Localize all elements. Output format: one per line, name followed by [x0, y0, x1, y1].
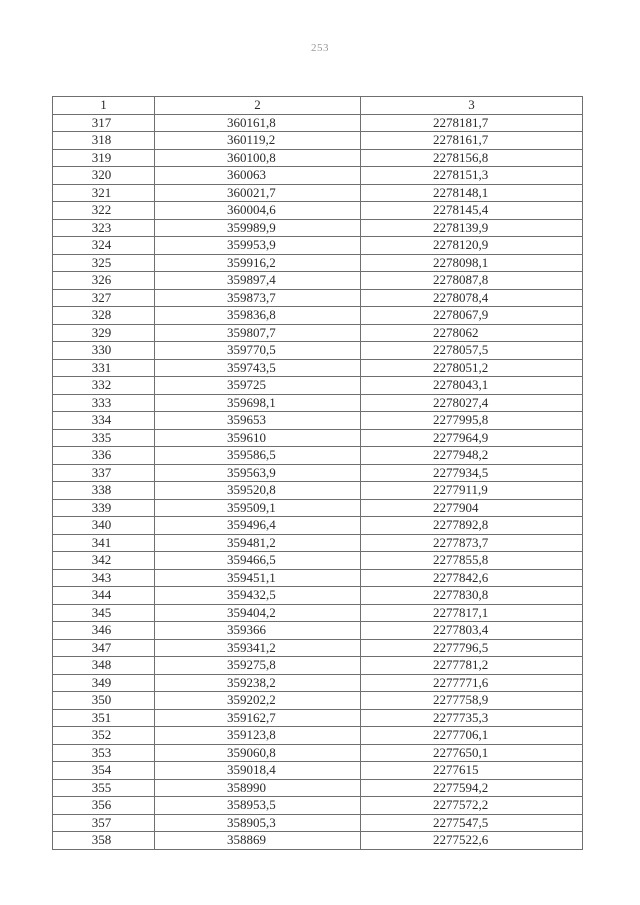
point-number-cell: 357: [53, 814, 155, 832]
point-number-cell: 349: [53, 674, 155, 692]
x-coordinate-cell: 359989,9: [155, 219, 361, 237]
point-number-cell: 326: [53, 272, 155, 290]
point-number-cell: 347: [53, 639, 155, 657]
point-number-cell: 321: [53, 184, 155, 202]
y-coordinate-cell: 2277817,1: [361, 604, 583, 622]
x-coordinate-cell: 359698,1: [155, 394, 361, 412]
table-row: [53, 499, 583, 517]
x-coordinate-cell: 359060,8: [155, 744, 361, 762]
point-number-cell: 318: [53, 132, 155, 150]
point-number-cell: 317: [53, 114, 155, 132]
y-coordinate-cell: 2277522,6: [361, 832, 583, 850]
x-coordinate-cell: 359238,2: [155, 674, 361, 692]
table-row: [53, 797, 583, 815]
table-row: [53, 762, 583, 780]
x-coordinate-cell: 360021,7: [155, 184, 361, 202]
x-coordinate-cell: 359725: [155, 377, 361, 395]
point-number-cell: 329: [53, 324, 155, 342]
table-row: [53, 114, 583, 132]
x-coordinate-cell: 359807,7: [155, 324, 361, 342]
table-row: [53, 289, 583, 307]
x-coordinate-cell: 359481,2: [155, 534, 361, 552]
point-number-cell: 334: [53, 412, 155, 430]
point-number-cell: 328: [53, 307, 155, 325]
point-number-cell: 341: [53, 534, 155, 552]
table-row: [53, 324, 583, 342]
x-coordinate-cell: 359162,7: [155, 709, 361, 727]
point-number-cell: 340: [53, 517, 155, 535]
x-coordinate-cell: 358990: [155, 779, 361, 797]
point-number-cell: 337: [53, 464, 155, 482]
table-row: [53, 534, 583, 552]
x-coordinate-cell: 359432,5: [155, 587, 361, 605]
table-row: [53, 552, 583, 570]
y-coordinate-cell: 2278051,2: [361, 359, 583, 377]
y-coordinate-cell: 2277572,2: [361, 797, 583, 815]
y-coordinate-cell: 2277771,6: [361, 674, 583, 692]
y-coordinate-cell: 2278145,4: [361, 202, 583, 220]
y-coordinate-cell: 2277948,2: [361, 447, 583, 465]
table-row: [53, 604, 583, 622]
point-number-cell: 352: [53, 727, 155, 745]
table-row: [53, 727, 583, 745]
x-coordinate-cell: 359520,8: [155, 482, 361, 500]
y-coordinate-cell: 2277855,8: [361, 552, 583, 570]
table-row: [53, 657, 583, 675]
y-coordinate-cell: 2277904: [361, 499, 583, 517]
table-row: [53, 184, 583, 202]
x-coordinate-cell: 359123,8: [155, 727, 361, 745]
column-header-3: 3: [361, 97, 583, 115]
y-coordinate-cell: 2277995,8: [361, 412, 583, 430]
y-coordinate-cell: 2277892,8: [361, 517, 583, 535]
y-coordinate-cell: 2278156,8: [361, 149, 583, 167]
y-coordinate-cell: 2277735,3: [361, 709, 583, 727]
x-coordinate-cell: 359586,5: [155, 447, 361, 465]
point-number-cell: 358: [53, 832, 155, 850]
y-coordinate-cell: 2277830,8: [361, 587, 583, 605]
point-number-cell: 333: [53, 394, 155, 412]
point-number-cell: 325: [53, 254, 155, 272]
y-coordinate-cell: 2277873,7: [361, 534, 583, 552]
table-row: [53, 394, 583, 412]
x-coordinate-cell: 359610: [155, 429, 361, 447]
point-number-cell: 331: [53, 359, 155, 377]
x-coordinate-cell: 359496,4: [155, 517, 361, 535]
table-row: [53, 814, 583, 832]
x-coordinate-cell: 359916,2: [155, 254, 361, 272]
y-coordinate-cell: 2278062: [361, 324, 583, 342]
y-coordinate-cell: 2277650,1: [361, 744, 583, 762]
point-number-cell: 330: [53, 342, 155, 360]
table-row: [53, 447, 583, 465]
x-coordinate-cell: 359466,5: [155, 552, 361, 570]
x-coordinate-cell: 359897,4: [155, 272, 361, 290]
point-number-cell: 342: [53, 552, 155, 570]
x-coordinate-cell: 359018,4: [155, 762, 361, 780]
point-number-cell: 356: [53, 797, 155, 815]
x-coordinate-cell: 359563,9: [155, 464, 361, 482]
y-coordinate-cell: 2278120,9: [361, 237, 583, 255]
point-number-cell: 345: [53, 604, 155, 622]
table-row: [53, 272, 583, 290]
y-coordinate-cell: 2278181,7: [361, 114, 583, 132]
table-header-row: [53, 97, 583, 115]
point-number-cell: 323: [53, 219, 155, 237]
y-coordinate-cell: 2277911,9: [361, 482, 583, 500]
page-number: 253: [311, 42, 329, 54]
table-row: [53, 202, 583, 220]
table-row: [53, 307, 583, 325]
table-row: [53, 587, 583, 605]
coordinates-table: [52, 96, 583, 850]
x-coordinate-cell: 360119,2: [155, 132, 361, 150]
table-row: [53, 132, 583, 150]
y-coordinate-cell: 2277758,9: [361, 692, 583, 710]
table-row: [53, 779, 583, 797]
x-coordinate-cell: 359653: [155, 412, 361, 430]
table-row: [53, 254, 583, 272]
x-coordinate-cell: 359451,1: [155, 569, 361, 587]
y-coordinate-cell: 2277934,5: [361, 464, 583, 482]
table-row: [53, 482, 583, 500]
point-number-cell: 348: [53, 657, 155, 675]
x-coordinate-cell: 360100,8: [155, 149, 361, 167]
y-coordinate-cell: 2277796,5: [361, 639, 583, 657]
y-coordinate-cell: 2278043,1: [361, 377, 583, 395]
table-row: [53, 412, 583, 430]
point-number-cell: 332: [53, 377, 155, 395]
y-coordinate-cell: 2278057,5: [361, 342, 583, 360]
table-row: [53, 377, 583, 395]
point-number-cell: 351: [53, 709, 155, 727]
point-number-cell: 355: [53, 779, 155, 797]
x-coordinate-cell: 358953,5: [155, 797, 361, 815]
y-coordinate-cell: 2277964,9: [361, 429, 583, 447]
table-row: [53, 569, 583, 587]
point-number-cell: 350: [53, 692, 155, 710]
table-row: [53, 692, 583, 710]
table-row: [53, 149, 583, 167]
x-coordinate-cell: 360161,8: [155, 114, 361, 132]
point-number-cell: 346: [53, 622, 155, 640]
x-coordinate-cell: 359770,5: [155, 342, 361, 360]
table-row: [53, 237, 583, 255]
table-row: [53, 622, 583, 640]
y-coordinate-cell: 2277615: [361, 762, 583, 780]
x-coordinate-cell: 360063: [155, 167, 361, 185]
y-coordinate-cell: 2277781,2: [361, 657, 583, 675]
x-coordinate-cell: 359836,8: [155, 307, 361, 325]
column-header-1: 1: [53, 97, 155, 115]
table-row: [53, 709, 583, 727]
y-coordinate-cell: 2278078,4: [361, 289, 583, 307]
y-coordinate-cell: 2277594,2: [361, 779, 583, 797]
y-coordinate-cell: 2278139,9: [361, 219, 583, 237]
table-row: [53, 167, 583, 185]
point-number-cell: 338: [53, 482, 155, 500]
table-body: [53, 114, 583, 849]
table-row: [53, 639, 583, 657]
point-number-cell: 344: [53, 587, 155, 605]
table-row: [53, 832, 583, 850]
y-coordinate-cell: 2278161,7: [361, 132, 583, 150]
table-row: [53, 517, 583, 535]
x-coordinate-cell: 359953,9: [155, 237, 361, 255]
point-number-cell: 319: [53, 149, 155, 167]
table-row: [53, 429, 583, 447]
point-number-cell: 327: [53, 289, 155, 307]
column-header-2: 2: [155, 97, 361, 115]
y-coordinate-cell: 2277803,4: [361, 622, 583, 640]
point-number-cell: 324: [53, 237, 155, 255]
point-number-cell: 353: [53, 744, 155, 762]
point-number-cell: 343: [53, 569, 155, 587]
y-coordinate-cell: 2277547,5: [361, 814, 583, 832]
point-number-cell: 336: [53, 447, 155, 465]
y-coordinate-cell: 2278067,9: [361, 307, 583, 325]
point-number-cell: 335: [53, 429, 155, 447]
y-coordinate-cell: 2277842,6: [361, 569, 583, 587]
y-coordinate-cell: 2277706,1: [361, 727, 583, 745]
y-coordinate-cell: 2278151,3: [361, 167, 583, 185]
point-number-cell: 320: [53, 167, 155, 185]
table-row: [53, 674, 583, 692]
x-coordinate-cell: 360004,6: [155, 202, 361, 220]
x-coordinate-cell: 359202,2: [155, 692, 361, 710]
table-row: [53, 744, 583, 762]
y-coordinate-cell: 2278087,8: [361, 272, 583, 290]
point-number-cell: 354: [53, 762, 155, 780]
table-row: [53, 359, 583, 377]
x-coordinate-cell: 359743,5: [155, 359, 361, 377]
x-coordinate-cell: 359509,1: [155, 499, 361, 517]
x-coordinate-cell: 359873,7: [155, 289, 361, 307]
y-coordinate-cell: 2278027,4: [361, 394, 583, 412]
x-coordinate-cell: 359366: [155, 622, 361, 640]
y-coordinate-cell: 2278148,1: [361, 184, 583, 202]
table-row: [53, 342, 583, 360]
x-coordinate-cell: 359341,2: [155, 639, 361, 657]
x-coordinate-cell: 358869: [155, 832, 361, 850]
y-coordinate-cell: 2278098,1: [361, 254, 583, 272]
point-number-cell: 322: [53, 202, 155, 220]
x-coordinate-cell: 358905,3: [155, 814, 361, 832]
x-coordinate-cell: 359404,2: [155, 604, 361, 622]
point-number-cell: 339: [53, 499, 155, 517]
x-coordinate-cell: 359275,8: [155, 657, 361, 675]
table-row: [53, 464, 583, 482]
table-row: [53, 219, 583, 237]
